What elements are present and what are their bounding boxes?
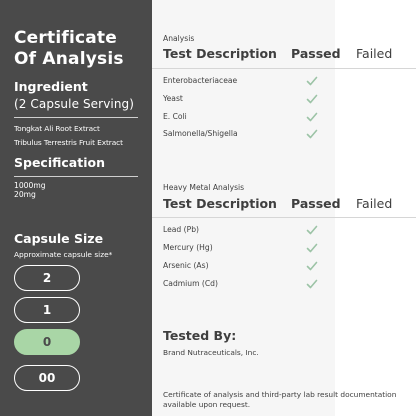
checkmark-icon	[306, 242, 318, 254]
title-line-1: Certificate	[14, 28, 117, 48]
analysis-row-name: Salmonella/Shigella	[163, 129, 238, 138]
ingredient-serving: (2 Capsule Serving)	[14, 97, 135, 111]
checkmark-icon	[306, 75, 318, 87]
ingredient-heading: Ingredient	[14, 79, 88, 94]
specification-item: 20mg	[14, 190, 36, 199]
analysis-row-name: Yeast	[163, 94, 183, 103]
analysis-row-name: E. Coli	[163, 112, 187, 121]
tested-by-heading: Tested By:	[163, 328, 237, 343]
analysis-header-passed: Passed	[291, 46, 341, 61]
table-header-divider	[152, 217, 416, 218]
ingredient-item: Tongkat Ali Root Extract	[14, 124, 100, 133]
capsule-size-option-00[interactable]: 00	[14, 365, 80, 391]
heavy-metal-row-name: Arsenic (As)	[163, 261, 209, 270]
title-line-2: Of Analysis	[14, 49, 124, 69]
analysis-header-test: Test Description	[163, 46, 277, 61]
checkmark-icon	[306, 128, 318, 140]
footnote: Certificate of analysis and third-party lab result documentation available upon request.	[163, 390, 397, 409]
analysis-section-label: Analysis	[163, 34, 195, 43]
checkmark-icon	[306, 93, 318, 105]
capsule-size-option-0[interactable]: 0	[14, 329, 80, 355]
analysis-header-failed: Failed	[356, 46, 393, 61]
specification-heading: Specification	[14, 155, 105, 170]
capsule-size-heading: Capsule Size	[14, 231, 104, 246]
checkmark-icon	[306, 278, 318, 290]
capsule-size-subtitle: Approximate capsule size*	[14, 250, 113, 259]
heavy-metal-section-label: Heavy Metal Analysis	[163, 183, 245, 192]
analysis-row-name: Enterobacteriaceae	[163, 76, 238, 85]
tested-by-name: Brand Nutraceuticals, Inc.	[163, 348, 259, 357]
heavy-metal-header-failed: Failed	[356, 196, 393, 211]
heavy-metal-header-passed: Passed	[291, 196, 341, 211]
checkmark-icon	[306, 111, 318, 123]
divider	[14, 176, 138, 177]
heavy-metal-header-test: Test Description	[163, 196, 277, 211]
heavy-metal-row-name: Cadmium (Cd)	[163, 279, 218, 288]
heavy-metal-row-name: Mercury (Hg)	[163, 243, 213, 252]
left-panel	[0, 0, 152, 416]
checkmark-icon	[306, 260, 318, 272]
checkmark-icon	[306, 224, 318, 236]
specification-item: 1000mg	[14, 181, 46, 190]
heavy-metal-row-name: Lead (Pb)	[163, 225, 199, 234]
capsule-size-option-2[interactable]: 2	[14, 265, 80, 291]
divider	[14, 117, 138, 118]
capsule-size-option-1[interactable]: 1	[14, 297, 80, 323]
page-title	[14, 28, 124, 70]
ingredient-item: Tribulus Terrestris Fruit Extract	[14, 138, 123, 147]
table-header-divider	[152, 68, 416, 69]
